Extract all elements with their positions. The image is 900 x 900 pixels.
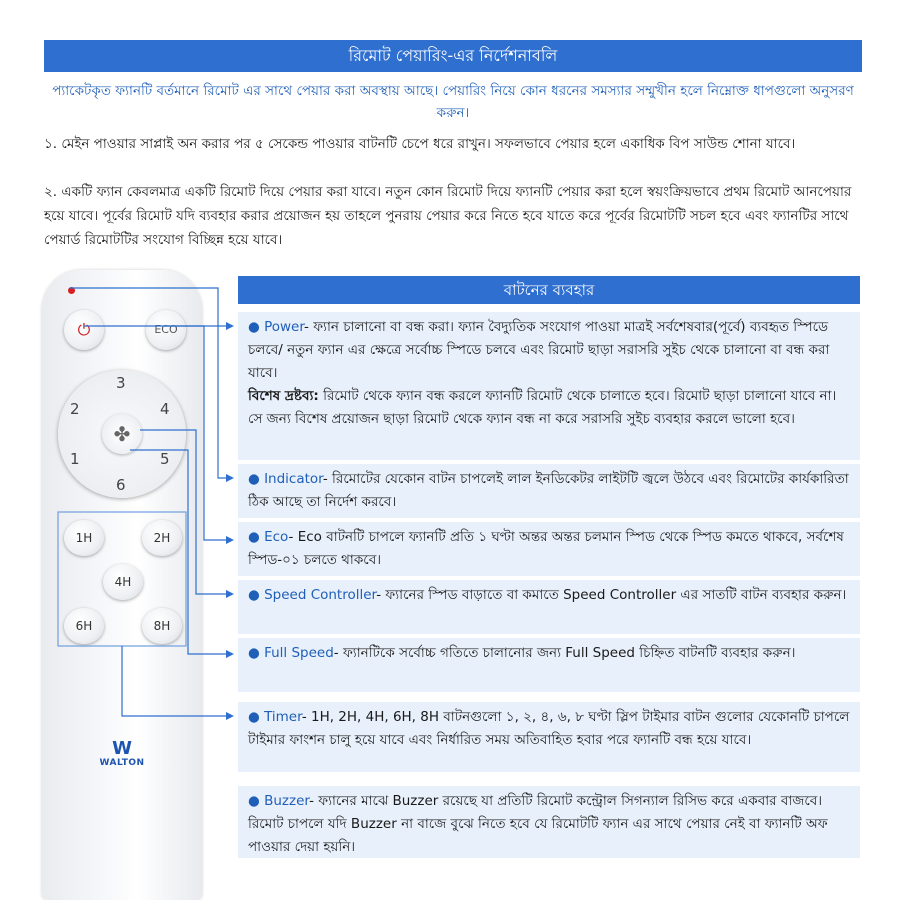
fan-icon: ✤ [102, 414, 142, 454]
walton-logo [98, 740, 146, 768]
bullet-icon: ● [248, 587, 265, 603]
item-text: - ফ্যানটিকে সর্বোচ্চ গতিতে চালানোর জন্য Full Speed চিহ্নিত বাটনটি ব্যবহার করুন। [333, 645, 796, 661]
timer-4h-button: 4H [103, 564, 143, 600]
bullet-icon: ● [248, 471, 265, 487]
speed-2-label: 2 [70, 400, 80, 418]
bullet-icon: ● [248, 529, 265, 545]
item-key: Full Speed [264, 645, 334, 661]
arrowhead-indicator [226, 474, 234, 482]
item-key: Eco [264, 529, 289, 545]
note-label: বিশেষ দ্রষ্টব্য: [248, 388, 319, 404]
speed-dial [58, 370, 186, 498]
item-text: - ফ্যানের মাঝে Buzzer রয়েছে যা প্রতিটি রিমোট কন্ট্রোল সিগন্যাল রিসিভ করে একবার বাজবে। রিমোট চাপলে যদি Buzzer না বাজে বুঝে নিতে হবে যে রিমোটটি ফ্যান এর সাথে পেয়ার নেই বা ফ্যানটি অফ পাওয়ার দেয়া হয়নি। [248, 793, 828, 855]
item-key: Power [264, 319, 305, 335]
item-eco [238, 522, 860, 576]
item-key: Buzzer [264, 793, 310, 809]
bullet-icon: ● [248, 319, 265, 335]
bullet-icon: ● [248, 793, 265, 809]
bullet-icon: ● [248, 709, 265, 725]
remote-illustration [42, 270, 202, 900]
item-key: Speed Controller [264, 587, 377, 603]
item-power [238, 312, 860, 460]
eco-button: ECO [146, 310, 186, 350]
arrowhead-eco [226, 536, 234, 544]
note-text: রিমোট থেকে ফ্যান বন্ধ করলে ফ্যানটি রিমোট থেকে চালাতে হবে। রিমোট ছাড়া চালানো যাবে না। সে জন্য বিশেষ প্রয়োজন ছাড়া রিমোট থেকে ফ্যান বন্ধ না করে সরাসরি সুইচ ব্যবহার করলে ভালো হবে। [248, 388, 837, 427]
page-title: রিমোট পেয়ারিং-এর নির্দেশনাবলি [44, 40, 862, 72]
arrowhead-fullspeed [226, 650, 234, 658]
bullet-icon: ● [248, 645, 265, 661]
speed-1-label: 1 [70, 450, 80, 468]
item-text: - রিমোটের যেকোন বাটন চাপলেই লাল ইনডিকেটর লাইটটি জ্বলে উঠবে এবং রিমোটের কার্যকারিতা ঠিক আছে তা নির্দেশ করবে। [248, 471, 849, 510]
step-2: ২. একটি ফ্যান কেবলমাত্র একটি রিমোট দিয়ে পেয়ার করা যাবে। নতুন কোন রিমোট দিয়ে ফ্যানটি পেয়ার করা হলে স্বয়ংক্রিয়ভাবে প্রথম রিমোট আনপেয়ার হয়ে যাবে। পূর্বের রিমোট যদি ব্যবহার করার প্রয়োজন হয় তাহলে পুনরায় পেয়ার করে নিতে হবে যাতে করে পূর্বের রিমোটটি সচল হবে এবং ফ্যানটির সাথে পেয়ার্ড রিমোটটির সংযোগ বিচ্ছিন্ন হয়ে যাবে। [44, 184, 852, 248]
button-usage-header: বাটনের ব্যবহার [238, 276, 860, 304]
timer-1h-button: 1H [64, 520, 104, 556]
timer-2h-button: 2H [142, 520, 182, 556]
walton-logo-text: WALTON [99, 758, 145, 768]
walton-logo-mark: W [112, 738, 132, 759]
speed-5-label: 5 [160, 450, 170, 468]
indicator-led [68, 287, 75, 294]
item-text: - ফ্যানের স্পিড বাড়াতে বা কমাতে Speed Controller এর সাতটি বাটন ব্যবহার করুন। [376, 587, 847, 603]
item-key: Timer [264, 709, 302, 725]
item-full-speed [238, 638, 860, 692]
power-button: ⏻ [64, 310, 104, 350]
item-text: - Eco বাটনটি চাপলে ফ্যানটি প্রতি ১ ঘণ্টা অন্তর অন্তর চলমান স্পিড থেকে স্পিড কমতে থাকবে, সর্বশেষ স্পিড-০১ চলতে থাকবে। [248, 529, 844, 568]
item-timer [238, 702, 860, 772]
arrowhead-power [226, 322, 234, 330]
item-indicator [238, 464, 860, 518]
arrowhead-speed [226, 590, 234, 598]
item-speed-controller [238, 580, 860, 634]
intro-text: প্যাকেটকৃত ফ্যানটি বর্তমানে রিমোট এর সাথে পেয়ার করা অবস্থায় আছে। পেয়ারিং নিয়ে কোন ধরনের সমস্যার সম্মুখীন হলে নিম্নোক্ত ধাপগুলো অনুসরণ করুন। [52, 83, 854, 121]
timer-8h-button: 8H [142, 608, 182, 644]
item-key: Indicator [264, 471, 323, 487]
speed-4-label: 4 [160, 400, 170, 418]
step-1: ১. মেইন পাওয়ার সাপ্লাই অন করার পর ৫ সেকেন্ড পাওয়ার বাটনটি চেপে ধরে রাখুন। সফলভাবে পেয়ার হলে একাধিক বিপ সাউন্ড শোনা যাবে। [44, 136, 796, 152]
speed-3-label: 3 [116, 374, 126, 392]
item-text: - ফ্যান চালানো বা বন্ধ করা। ফ্যান বৈদ্যুতিক সংযোগ পাওয়া মাত্রই সর্বশেষবার(পূর্বে) ব্যবহৃত স্পিডে চলবে/ নতুন ফ্যান এর ক্ষেত্রে সর্বোচ্চ স্পিডে চলবে এবং রিমোট ছাড়া সরাসরি সুইচ থেকে চালানো বা বন্ধ করা যাবে। [248, 319, 830, 381]
speed-6-label: 6 [116, 476, 126, 494]
item-buzzer [238, 786, 860, 858]
arrowhead-timer [226, 712, 234, 720]
item-text: - 1H, 2H, 4H, 6H, 8H বাটনগুলো ১, ২, ৪, ৬, ৮ ঘণ্টা স্লিপ টাইমার বাটন গুলোর যেকোনটি চাপলে টাইমার ফাংশন চালু হয়ে যাবে এবং নির্ধারিত সময় অতিবাহিত হবার পরে ফ্যানটি বন্ধ হয়ে যাবে। [248, 709, 850, 748]
timer-6h-button: 6H [64, 608, 104, 644]
